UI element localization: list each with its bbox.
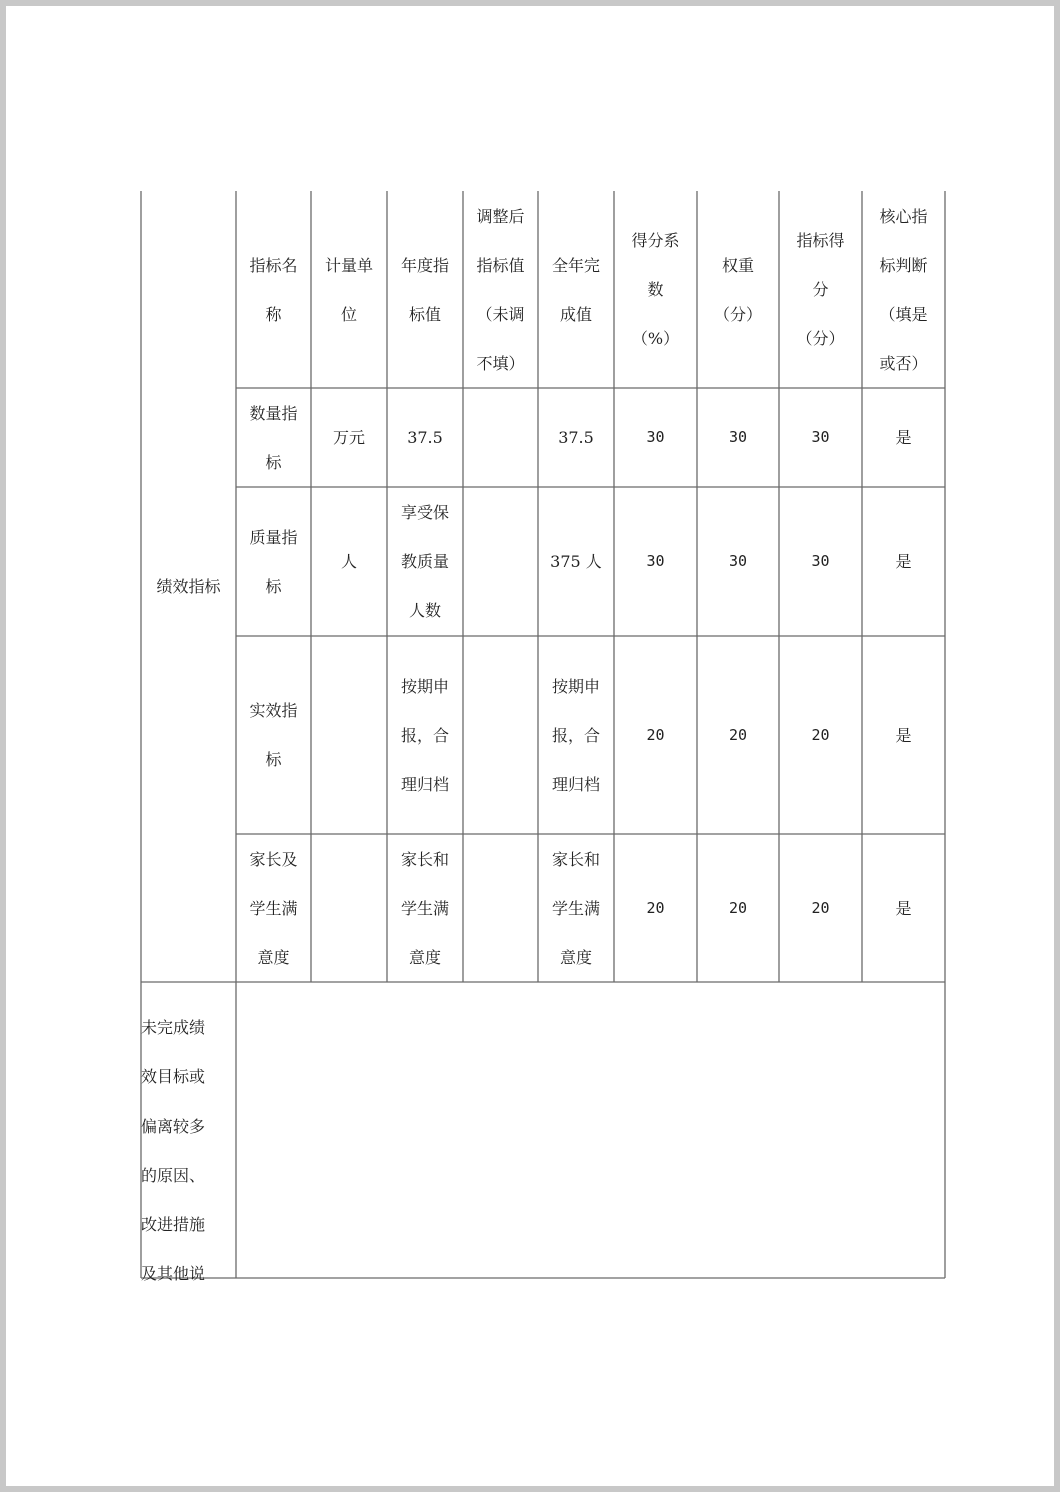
cell-name-line: 数量指	[249, 403, 298, 423]
cell-name	[236, 834, 311, 982]
header-cell-line: 全年完	[551, 255, 600, 275]
cell-core-line: 是	[895, 898, 912, 918]
cell-coef	[614, 636, 697, 834]
header-cell-line: 数	[647, 280, 664, 299]
cell-name-line: 家长及	[249, 849, 298, 869]
cell-completed	[538, 834, 614, 982]
cell-unit	[311, 636, 387, 834]
cell-unit	[311, 834, 387, 982]
cell-unit	[311, 487, 387, 636]
header-cell-line: 计量单	[324, 255, 373, 275]
cell-score	[779, 636, 862, 834]
header-cell-line: 权重	[721, 255, 754, 275]
header-cell-line: 分	[812, 280, 829, 299]
cell-completed	[538, 636, 614, 834]
header-cell-line: 指标得	[796, 231, 845, 250]
cell-annual-line: 理归档	[400, 774, 449, 794]
cell-adjusted	[463, 388, 538, 487]
cell-name-line: 实效指	[249, 701, 298, 720]
cell-core-line: 是	[895, 552, 912, 571]
cell-annual	[387, 388, 463, 487]
section-label	[141, 191, 236, 982]
cell-weight	[697, 388, 779, 487]
cell-completed-line: 按期申	[551, 676, 600, 696]
cell-coef-line: 20	[646, 898, 665, 917]
cell-coef-line: 30	[646, 552, 665, 570]
cell-annual-line: 意度	[408, 947, 441, 967]
notes-label-line: 及其他说	[141, 1264, 206, 1284]
notes-label-line: 效目标或	[141, 1067, 206, 1087]
cell-name	[236, 636, 311, 834]
cell-unit-line: 人	[340, 552, 357, 571]
header-cell	[236, 191, 311, 388]
header-cell-line: 标判断	[879, 255, 928, 275]
header-cell-line: （分）	[796, 329, 845, 348]
cell-coef-line: 30	[646, 428, 665, 446]
header-cell-line: 或否）	[879, 353, 928, 373]
cell-name	[236, 487, 311, 636]
notes-label-line: 的原因、	[141, 1165, 206, 1185]
cell-completed-line: 学生满	[551, 898, 600, 918]
cell-name-line: 标	[265, 576, 282, 596]
cell-annual-line: 37.5	[407, 428, 443, 447]
cell-weight	[697, 834, 779, 982]
header-cell	[538, 191, 614, 388]
header-cell-line: 调整后	[476, 206, 525, 226]
cell-core	[862, 834, 945, 982]
cell-weight-line: 30	[728, 552, 748, 570]
header-cell-line: 指标值	[476, 255, 525, 275]
header-cell-line: 称	[265, 304, 282, 324]
header-cell-line: 不填）	[476, 353, 525, 373]
header-cell-line: 标值	[408, 304, 441, 324]
header-cell-line: （未调	[476, 304, 525, 324]
cell-score-line: 20	[811, 725, 830, 744]
cell-weight-line: 20	[728, 725, 748, 744]
cell-completed	[538, 487, 614, 636]
cell-score-line: 30	[811, 428, 830, 446]
cell-annual-line: 人数	[408, 601, 441, 620]
cell-core	[862, 388, 945, 487]
cell-score	[779, 487, 862, 636]
cell-annual-line: 学生满	[400, 898, 449, 918]
header-cell-line: （分）	[713, 304, 762, 324]
header-cell	[697, 191, 779, 388]
header-cell	[387, 191, 463, 388]
cell-weight-line: 30	[728, 428, 748, 446]
cell-annual	[387, 487, 463, 636]
cell-annual	[387, 636, 463, 834]
cell-completed-line: 家长和	[551, 849, 600, 869]
cell-annual-line: 教质量	[400, 552, 449, 571]
header-cell-line: 成值	[559, 304, 592, 324]
cell-completed-line: 37.5	[558, 428, 594, 447]
cell-core-line: 是	[895, 725, 912, 745]
notes-label-line: 偏离较多	[141, 1116, 206, 1136]
header-cell-line: 指标名	[249, 255, 298, 275]
cell-weight	[697, 487, 779, 636]
cell-adjusted	[463, 636, 538, 834]
cell-weight-line: 20	[728, 898, 748, 917]
header-cell	[463, 191, 538, 388]
cell-core-line: 是	[895, 428, 912, 447]
cell-coef	[614, 388, 697, 487]
cell-annual-line: 享受保	[400, 503, 449, 522]
header-cell	[779, 191, 862, 388]
header-cell-line: （填是	[879, 304, 928, 324]
cell-unit	[311, 388, 387, 487]
header-cell	[311, 191, 387, 388]
cell-name-line: 质量指	[249, 527, 298, 547]
header-cell	[862, 191, 945, 388]
cell-annual-line: 报，合	[400, 725, 449, 745]
header-cell-line: 核心指	[879, 206, 928, 226]
cell-core	[862, 636, 945, 834]
cell-name	[236, 388, 311, 487]
cell-name-line: 意度	[257, 947, 290, 967]
cell-unit-line: 万元	[332, 428, 365, 447]
cell-annual-line: 按期申	[400, 676, 449, 696]
cell-coef	[614, 487, 697, 636]
cell-coef	[614, 834, 697, 982]
cell-name-line: 标	[265, 750, 282, 769]
cell-adjusted	[463, 834, 538, 982]
notes-label-line: 未完成绩	[141, 1018, 206, 1037]
cell-name-line: 学生满	[249, 898, 298, 918]
cell-adjusted	[463, 487, 538, 636]
cell-weight	[697, 636, 779, 834]
header-cell	[614, 191, 697, 388]
header-cell-line: 得分系	[631, 231, 680, 250]
cell-annual	[387, 834, 463, 982]
cell-completed-line: 报，合	[551, 725, 600, 745]
cell-coef-line: 20	[646, 725, 665, 744]
notes-label-line: 改进措施	[141, 1215, 206, 1235]
header-cell-line: 位	[340, 304, 357, 324]
cell-completed-line: 理归档	[551, 774, 600, 794]
cell-score-line: 30	[811, 552, 830, 570]
cell-score	[779, 834, 862, 982]
cell-score-line: 20	[811, 898, 830, 917]
cell-score	[779, 388, 862, 487]
header-cell-line: （%）	[631, 329, 680, 348]
header-cell-line: 年度指	[400, 255, 449, 275]
document-page	[6, 6, 1054, 1486]
cell-core	[862, 487, 945, 636]
cell-completed-line: 375 人	[550, 552, 602, 571]
cell-name-line: 标	[265, 452, 282, 472]
notes-label	[141, 1003, 233, 1299]
section-label-line: 绩效指标	[156, 577, 221, 596]
cell-completed	[538, 388, 614, 487]
cell-completed-line: 意度	[559, 947, 592, 967]
cell-annual-line: 家长和	[400, 849, 449, 869]
